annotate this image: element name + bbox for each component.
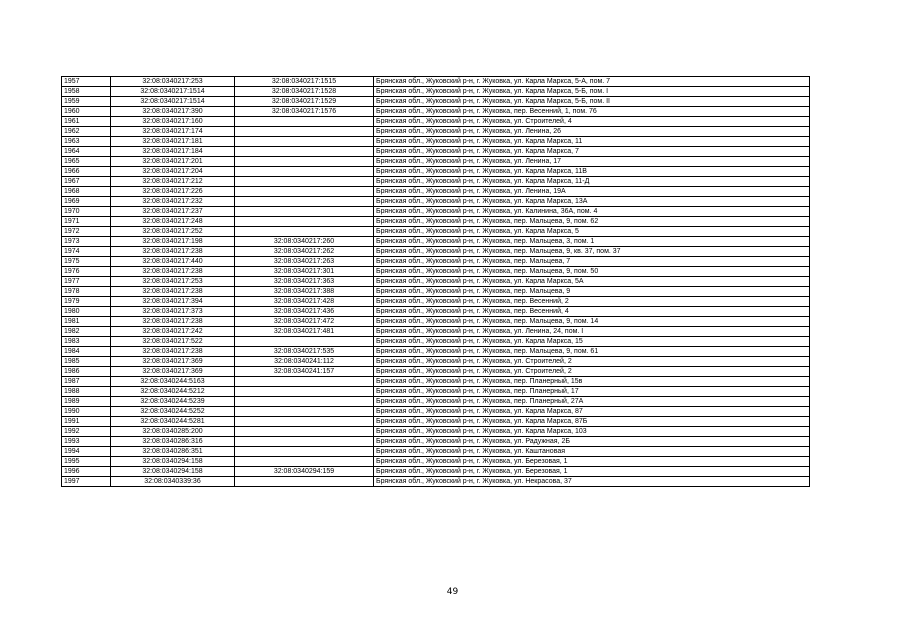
cadastral-number-cell: 32:08:0340294:158 — [111, 467, 235, 477]
address-cell: Брянская обл., Жуковский р-н, г. Жуковка, ул. Карла Маркса, 15 — [374, 337, 810, 347]
linked-cadastral-number-cell: 32:08:0340241:157 — [235, 367, 374, 377]
linked-cadastral-number-cell: 32:08:0340217:1576 — [235, 107, 374, 117]
table-row — [62, 167, 810, 177]
cadastral-number-cell: 32:08:0340339:36 — [111, 477, 235, 487]
table-row — [62, 137, 810, 147]
address-cell: Брянская обл., Жуковский р-н, г. Жуковка, ул. Карла Маркса, 7 — [374, 147, 810, 157]
row-number-cell: 1992 — [62, 427, 111, 437]
address-cell: Брянская обл., Жуковский р-н, г. Жуковка, пер. Мальцева, 9, пом. 61 — [374, 347, 810, 357]
cadastral-number-cell: 32:08:0340244:5281 — [111, 417, 235, 427]
cadastral-number-cell: 32:08:0340286:351 — [111, 447, 235, 457]
address-cell: Брянская обл., Жуковский р-н, г. Жуковка, пер. Мальцева, 9, кв. 37, пом. 37 — [374, 247, 810, 257]
address-cell: Брянская обл., Жуковский р-н, г. Жуковка, пер. Мальцева, 9, пом. 50 — [374, 267, 810, 277]
table-row — [62, 447, 810, 457]
table-row — [62, 407, 810, 417]
row-number-cell: 1989 — [62, 397, 111, 407]
row-number-cell: 1967 — [62, 177, 111, 187]
linked-cadastral-number-cell — [235, 127, 374, 137]
address-cell: Брянская обл., Жуковский р-н, г. Жуковка, ул. Ленина, 19А — [374, 187, 810, 197]
address-cell: Брянская обл., Жуковский р-н, г. Жуковка, ул. Карла Маркса, 5-А, пом. 7 — [374, 77, 810, 87]
cadastral-number-cell: 32:08:0340217:181 — [111, 137, 235, 147]
cadastral-number-cell: 32:08:0340244:5163 — [111, 377, 235, 387]
linked-cadastral-number-cell: 32:08:0340217:481 — [235, 327, 374, 337]
linked-cadastral-number-cell — [235, 387, 374, 397]
address-cell: Брянская обл., Жуковский р-н, г. Жуковка, ул. Карла Маркса, 11-Д — [374, 177, 810, 187]
linked-cadastral-number-cell: 32:08:0340217:263 — [235, 257, 374, 267]
cadastral-number-cell: 32:08:0340286:316 — [111, 437, 235, 447]
address-cell: Брянская обл., Жуковский р-н, г. Жуковка, ул. Карла Маркса, 87Б — [374, 417, 810, 427]
linked-cadastral-number-cell — [235, 337, 374, 347]
linked-cadastral-number-cell: 32:08:0340217:436 — [235, 307, 374, 317]
row-number-cell: 1996 — [62, 467, 111, 477]
row-number-cell: 1968 — [62, 187, 111, 197]
row-number-cell: 1980 — [62, 307, 111, 317]
linked-cadastral-number-cell — [235, 457, 374, 467]
cadastral-number-cell: 32:08:0340217:1514 — [111, 97, 235, 107]
linked-cadastral-number-cell — [235, 187, 374, 197]
page-number: 49 — [446, 587, 459, 597]
cadastral-number-cell: 32:08:0340217:369 — [111, 367, 235, 377]
row-number-cell: 1986 — [62, 367, 111, 377]
table-row — [62, 97, 810, 107]
row-number-cell: 1987 — [62, 377, 111, 387]
linked-cadastral-number-cell: 32:08:0340217:472 — [235, 317, 374, 327]
table-row — [62, 77, 810, 87]
row-number-cell: 1970 — [62, 207, 111, 217]
table-row — [62, 127, 810, 137]
linked-cadastral-number-cell — [235, 167, 374, 177]
linked-cadastral-number-cell: 32:08:0340217:535 — [235, 347, 374, 357]
table-row — [62, 417, 810, 427]
cadastral-number-cell: 32:08:0340217:201 — [111, 157, 235, 167]
table-row — [62, 397, 810, 407]
linked-cadastral-number-cell — [235, 377, 374, 387]
linked-cadastral-number-cell — [235, 117, 374, 127]
linked-cadastral-number-cell — [235, 437, 374, 447]
address-cell: Брянская обл., Жуковский р-н, г. Жуковка, ул. Карла Маркса, 5-Б, пом. I — [374, 87, 810, 97]
linked-cadastral-number-cell: 32:08:0340294:159 — [235, 467, 374, 477]
table-row — [62, 327, 810, 337]
linked-cadastral-number-cell: 32:08:0340217:428 — [235, 297, 374, 307]
address-cell: Брянская обл., Жуковский р-н, г. Жуковка, ул. Березовая, 1 — [374, 467, 810, 477]
address-cell: Брянская обл., Жуковский р-н, г. Жуковка, ул. Ленина, 17 — [374, 157, 810, 167]
table-row — [62, 357, 810, 367]
cadastral-number-cell: 32:08:0340217:204 — [111, 167, 235, 177]
table-row — [62, 227, 810, 237]
table-row — [62, 197, 810, 207]
table-row — [62, 187, 810, 197]
row-number-cell: 1971 — [62, 217, 111, 227]
cadastral-number-cell: 32:08:0340217:238 — [111, 287, 235, 297]
table-row — [62, 207, 810, 217]
table-row — [62, 337, 810, 347]
cadastral-number-cell: 32:08:0340217:242 — [111, 327, 235, 337]
row-number-cell: 1990 — [62, 407, 111, 417]
address-cell: Брянская обл., Жуковский р-н, г. Жуковка, ул. Ленина, 26 — [374, 127, 810, 137]
linked-cadastral-number-cell — [235, 447, 374, 457]
row-number-cell: 1977 — [62, 277, 111, 287]
cadastral-number-cell: 32:08:0340244:5239 — [111, 397, 235, 407]
table-row — [62, 267, 810, 277]
address-cell: Брянская обл., Жуковский р-н, г. Жуковка, пер. Планерный, 27А — [374, 397, 810, 407]
address-cell: Брянская обл., Жуковский р-н, г. Жуковка, пер. Весенний, 1, пом. 76 — [374, 107, 810, 117]
linked-cadastral-number-cell — [235, 197, 374, 207]
registry-table-body — [62, 77, 810, 487]
row-number-cell: 1973 — [62, 237, 111, 247]
linked-cadastral-number-cell — [235, 477, 374, 487]
linked-cadastral-number-cell: 32:08:0340217:1515 — [235, 77, 374, 87]
cadastral-number-cell: 32:08:0340217:1514 — [111, 87, 235, 97]
row-number-cell: 1979 — [62, 297, 111, 307]
row-number-cell: 1962 — [62, 127, 111, 137]
linked-cadastral-number-cell — [235, 427, 374, 437]
address-cell: Брянская обл., Жуковский р-н, г. Жуковка, пер. Весенний, 4 — [374, 307, 810, 317]
linked-cadastral-number-cell: 32:08:0340217:388 — [235, 287, 374, 297]
address-cell: Брянская обл., Жуковский р-н, г. Жуковка, пер. Мальцева, 9, пом. 14 — [374, 317, 810, 327]
linked-cadastral-number-cell — [235, 207, 374, 217]
table-row — [62, 107, 810, 117]
cadastral-number-cell: 32:08:0340217:212 — [111, 177, 235, 187]
address-cell: Брянская обл., Жуковский р-н, г. Жуковка, ул. Строителей, 2 — [374, 357, 810, 367]
row-number-cell: 1960 — [62, 107, 111, 117]
table-row — [62, 117, 810, 127]
cadastral-number-cell: 32:08:0340217:232 — [111, 197, 235, 207]
cadastral-number-cell: 32:08:0340217:252 — [111, 227, 235, 237]
cadastral-number-cell: 32:08:0340217:238 — [111, 247, 235, 257]
cadastral-number-cell: 32:08:0340217:369 — [111, 357, 235, 367]
cadastral-number-cell: 32:08:0340217:390 — [111, 107, 235, 117]
address-cell: Брянская обл., Жуковский р-н, г. Жуковка, ул. Строителей, 4 — [374, 117, 810, 127]
address-cell: Брянская обл., Жуковский р-н, г. Жуковка, пер. Мальцева, 7 — [374, 257, 810, 267]
cadastral-number-cell: 32:08:0340217:440 — [111, 257, 235, 267]
cadastral-number-cell: 32:08:0340244:5212 — [111, 387, 235, 397]
address-cell: Брянская обл., Жуковский р-н, г. Жуковка, ул. Каштановая — [374, 447, 810, 457]
row-number-cell: 1983 — [62, 337, 111, 347]
linked-cadastral-number-cell — [235, 217, 374, 227]
address-cell: Брянская обл., Жуковский р-н, г. Жуковка, пер. Весенний, 2 — [374, 297, 810, 307]
linked-cadastral-number-cell — [235, 227, 374, 237]
linked-cadastral-number-cell: 32:08:0340217:363 — [235, 277, 374, 287]
address-cell: Брянская обл., Жуковский р-н, г. Жуковка, ул. Калинина, 36А, пом. 4 — [374, 207, 810, 217]
linked-cadastral-number-cell — [235, 147, 374, 157]
row-number-cell: 1988 — [62, 387, 111, 397]
linked-cadastral-number-cell — [235, 417, 374, 427]
row-number-cell: 1974 — [62, 247, 111, 257]
linked-cadastral-number-cell — [235, 137, 374, 147]
table-row — [62, 317, 810, 327]
address-cell: Брянская обл., Жуковский р-н, г. Жуковка, ул. Карла Маркса, 5 — [374, 227, 810, 237]
table-row — [62, 377, 810, 387]
cadastral-number-cell: 32:08:0340217:160 — [111, 117, 235, 127]
linked-cadastral-number-cell — [235, 157, 374, 167]
linked-cadastral-number-cell: 32:08:0340217:301 — [235, 267, 374, 277]
row-number-cell: 1961 — [62, 117, 111, 127]
linked-cadastral-number-cell: 32:08:0340217:262 — [235, 247, 374, 257]
table-row — [62, 237, 810, 247]
address-cell: Брянская обл., Жуковский р-н, г. Жуковка, ул. Некрасова, 37 — [374, 477, 810, 487]
table-row — [62, 437, 810, 447]
row-number-cell: 1957 — [62, 77, 111, 87]
cadastral-number-cell: 32:08:0340217:238 — [111, 317, 235, 327]
cadastral-number-cell: 32:08:0340217:394 — [111, 297, 235, 307]
row-number-cell: 1997 — [62, 477, 111, 487]
row-number-cell: 1994 — [62, 447, 111, 457]
cadastral-number-cell: 32:08:0340217:226 — [111, 187, 235, 197]
address-cell: Брянская обл., Жуковский р-н, г. Жуковка, ул. Карла Маркса, 87 — [374, 407, 810, 417]
cadastral-number-cell: 32:08:0340244:5252 — [111, 407, 235, 417]
row-number-cell: 1978 — [62, 287, 111, 297]
table-row — [62, 467, 810, 477]
linked-cadastral-number-cell: 32:08:0340241:112 — [235, 357, 374, 367]
table-row — [62, 477, 810, 487]
cadastral-number-cell: 32:08:0340217:238 — [111, 267, 235, 277]
cadastral-number-cell: 32:08:0340294:158 — [111, 457, 235, 467]
row-number-cell: 1985 — [62, 357, 111, 367]
cadastral-number-cell: 32:08:0340217:373 — [111, 307, 235, 317]
address-cell: Брянская обл., Жуковский р-н, г. Жуковка, ул. Радужная, 2Б — [374, 437, 810, 447]
address-cell: Брянская обл., Жуковский р-н, г. Жуковка, пер. Планерный, 15в — [374, 377, 810, 387]
row-number-cell: 1975 — [62, 257, 111, 267]
table-row — [62, 427, 810, 437]
cadastral-number-cell: 32:08:0340285:200 — [111, 427, 235, 437]
row-number-cell: 1966 — [62, 167, 111, 177]
table-row — [62, 367, 810, 377]
row-number-cell: 1958 — [62, 87, 111, 97]
row-number-cell: 1963 — [62, 137, 111, 147]
address-cell: Брянская обл., Жуковский р-н, г. Жуковка, ул. Карла Маркса, 103 — [374, 427, 810, 437]
cadastral-number-cell: 32:08:0340217:174 — [111, 127, 235, 137]
cadastral-number-cell: 32:08:0340217:253 — [111, 77, 235, 87]
address-cell: Брянская обл., Жуковский р-н, г. Жуковка, пер. Мальцева, 3, пом. 1 — [374, 237, 810, 247]
table-row — [62, 157, 810, 167]
address-cell: Брянская обл., Жуковский р-н, г. Жуковка, ул. Строителей, 2 — [374, 367, 810, 377]
row-number-cell: 1984 — [62, 347, 111, 357]
table-row — [62, 177, 810, 187]
row-number-cell: 1976 — [62, 267, 111, 277]
row-number-cell: 1981 — [62, 317, 111, 327]
linked-cadastral-number-cell: 32:08:0340217:1529 — [235, 97, 374, 107]
address-cell: Брянская обл., Жуковский р-н, г. Жуковка, ул. Ленина, 24, пом. I — [374, 327, 810, 337]
address-cell: Брянская обл., Жуковский р-н, г. Жуковка, пер. Мальцева, 9, пом. 62 — [374, 217, 810, 227]
address-cell: Брянская обл., Жуковский р-н, г. Жуковка, ул. Карла Маркса, 11В — [374, 167, 810, 177]
linked-cadastral-number-cell — [235, 407, 374, 417]
table-row — [62, 387, 810, 397]
row-number-cell: 1965 — [62, 157, 111, 167]
table-row — [62, 247, 810, 257]
table-row — [62, 87, 810, 97]
row-number-cell: 1993 — [62, 437, 111, 447]
address-cell: Брянская обл., Жуковский р-н, г. Жуковка, ул. Карла Маркса, 11 — [374, 137, 810, 147]
linked-cadastral-number-cell: 32:08:0340217:260 — [235, 237, 374, 247]
table-row — [62, 457, 810, 467]
table-row — [62, 217, 810, 227]
table-row — [62, 287, 810, 297]
cadastral-number-cell: 32:08:0340217:248 — [111, 217, 235, 227]
address-cell: Брянская обл., Жуковский р-н, г. Жуковка, пер. Планерный, 17 — [374, 387, 810, 397]
table-row — [62, 277, 810, 287]
linked-cadastral-number-cell — [235, 177, 374, 187]
row-number-cell: 1959 — [62, 97, 111, 107]
row-number-cell: 1972 — [62, 227, 111, 237]
address-cell: Брянская обл., Жуковский р-н, г. Жуковка, пер. Мальцева, 9 — [374, 287, 810, 297]
row-number-cell: 1969 — [62, 197, 111, 207]
cadastral-number-cell: 32:08:0340217:237 — [111, 207, 235, 217]
table-row — [62, 347, 810, 357]
cadastral-number-cell: 32:08:0340217:238 — [111, 347, 235, 357]
row-number-cell: 1995 — [62, 457, 111, 467]
row-number-cell: 1991 — [62, 417, 111, 427]
cadastral-number-cell: 32:08:0340217:184 — [111, 147, 235, 157]
table-row — [62, 307, 810, 317]
address-cell: Брянская обл., Жуковский р-н, г. Жуковка, ул. Березовая, 1 — [374, 457, 810, 467]
row-number-cell: 1964 — [62, 147, 111, 157]
table-row — [62, 147, 810, 157]
table-row — [62, 257, 810, 267]
row-number-cell: 1982 — [62, 327, 111, 337]
linked-cadastral-number-cell — [235, 397, 374, 407]
linked-cadastral-number-cell: 32:08:0340217:1528 — [235, 87, 374, 97]
address-cell: Брянская обл., Жуковский р-н, г. Жуковка, ул. Карла Маркса, 5А — [374, 277, 810, 287]
address-cell: Брянская обл., Жуковский р-н, г. Жуковка, ул. Карла Маркса, 13А — [374, 197, 810, 207]
cadastral-number-cell: 32:08:0340217:522 — [111, 337, 235, 347]
registry-table — [61, 76, 810, 487]
address-cell: Брянская обл., Жуковский р-н, г. Жуковка, ул. Карла Маркса, 5-Б, пом. II — [374, 97, 810, 107]
cadastral-number-cell: 32:08:0340217:198 — [111, 237, 235, 247]
table-row — [62, 297, 810, 307]
cadastral-number-cell: 32:08:0340217:253 — [111, 277, 235, 287]
